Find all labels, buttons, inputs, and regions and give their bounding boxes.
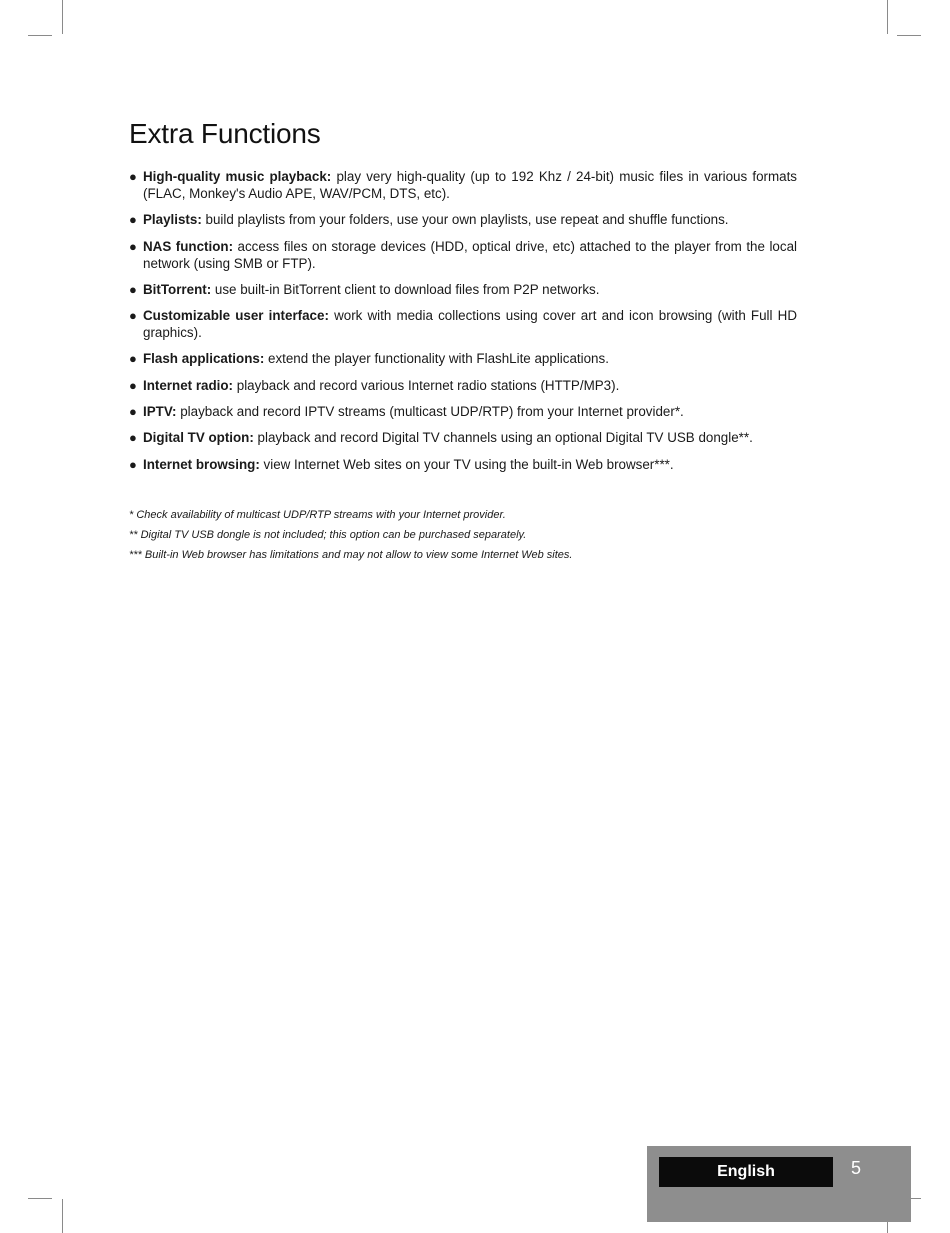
bullet-icon: ● bbox=[129, 212, 137, 228]
feature-description: playback and record various Internet radio stations (HTTP/MP3). bbox=[233, 377, 620, 393]
list-item bbox=[129, 377, 797, 394]
footnote: ** Digital TV USB dongle is not included; this option can be purchased separately. bbox=[129, 529, 527, 541]
list-item bbox=[129, 238, 797, 272]
feature-term: Internet radio: bbox=[143, 377, 234, 393]
feature-description: play very high-quality (up to 192 Khz / 24-bit) music files in various formats (FLAC, Monkey's Audio APE, WAV/PCM, DTS, etc). bbox=[143, 169, 798, 201]
list-item bbox=[129, 281, 797, 298]
feature-term: Flash applications: bbox=[143, 351, 265, 367]
bullet-icon: ● bbox=[129, 308, 137, 324]
feature-term: Digital TV option: bbox=[143, 430, 254, 446]
list-item bbox=[129, 429, 797, 446]
footnotes bbox=[129, 505, 797, 565]
crop-mark bbox=[28, 1198, 52, 1199]
bullet-icon: ● bbox=[129, 404, 137, 420]
crop-mark bbox=[62, 1199, 63, 1233]
footnote: * Check availability of multicast UDP/RTP streams with your Internet provider. bbox=[129, 509, 506, 521]
list-item bbox=[129, 307, 797, 341]
bullet-icon: ● bbox=[129, 238, 137, 254]
crop-mark bbox=[62, 0, 63, 34]
bullet-icon: ● bbox=[129, 456, 137, 472]
feature-description: playback and record IPTV streams (multicast UDP/RTP) from your Internet provider*. bbox=[176, 404, 684, 420]
bullet-icon: ● bbox=[129, 169, 137, 184]
feature-description: access files on storage devices (HDD, optical drive, etc) attached to the player from the local network (using SMB or FTP). bbox=[143, 238, 797, 271]
feature-term: NAS function: bbox=[143, 238, 234, 254]
feature-description: playback and record Digital TV channels using an optional Digital TV USB dongle**. bbox=[253, 430, 753, 446]
language-label: English bbox=[659, 1157, 833, 1187]
footnote: *** Built-in Web browser has limitations and may not allow to view some Internet Web sites. bbox=[129, 549, 573, 561]
feature-list bbox=[129, 168, 797, 482]
feature-description: work with media collections using cover art and icon browsing (with Full HD graphics). bbox=[143, 308, 797, 341]
crop-mark bbox=[887, 0, 888, 34]
bullet-icon: ● bbox=[129, 430, 137, 446]
list-item bbox=[129, 211, 797, 228]
feature-description: use built-in BitTorrent client to download files from P2P networks. bbox=[211, 281, 600, 297]
feature-term: Playlists: bbox=[143, 212, 202, 228]
feature-description: build playlists from your folders, use your own playlists, use repeat and shuffle functions. bbox=[201, 212, 729, 228]
list-item bbox=[129, 350, 797, 367]
bullet-icon: ● bbox=[129, 351, 137, 367]
list-item bbox=[129, 456, 797, 473]
crop-mark bbox=[28, 35, 52, 36]
feature-term: Customizable user interface: bbox=[143, 308, 329, 324]
feature-term: Internet browsing: bbox=[143, 456, 260, 472]
feature-term: BitTorrent: bbox=[143, 281, 212, 297]
list-item bbox=[129, 168, 797, 202]
page-number: 5 bbox=[850, 1158, 861, 1178]
bullet-icon: ● bbox=[129, 281, 137, 297]
feature-term: High-quality music playback: bbox=[143, 169, 332, 184]
page-title: Extra Functions bbox=[129, 118, 321, 149]
bullet-icon: ● bbox=[129, 377, 137, 393]
feature-term: IPTV: bbox=[143, 404, 177, 420]
crop-mark bbox=[897, 35, 921, 36]
feature-description: extend the player functionality with FlashLite applications. bbox=[264, 351, 609, 367]
feature-description: view Internet Web sites on your TV using the built-in Web browser***. bbox=[259, 456, 674, 472]
list-item bbox=[129, 403, 797, 420]
